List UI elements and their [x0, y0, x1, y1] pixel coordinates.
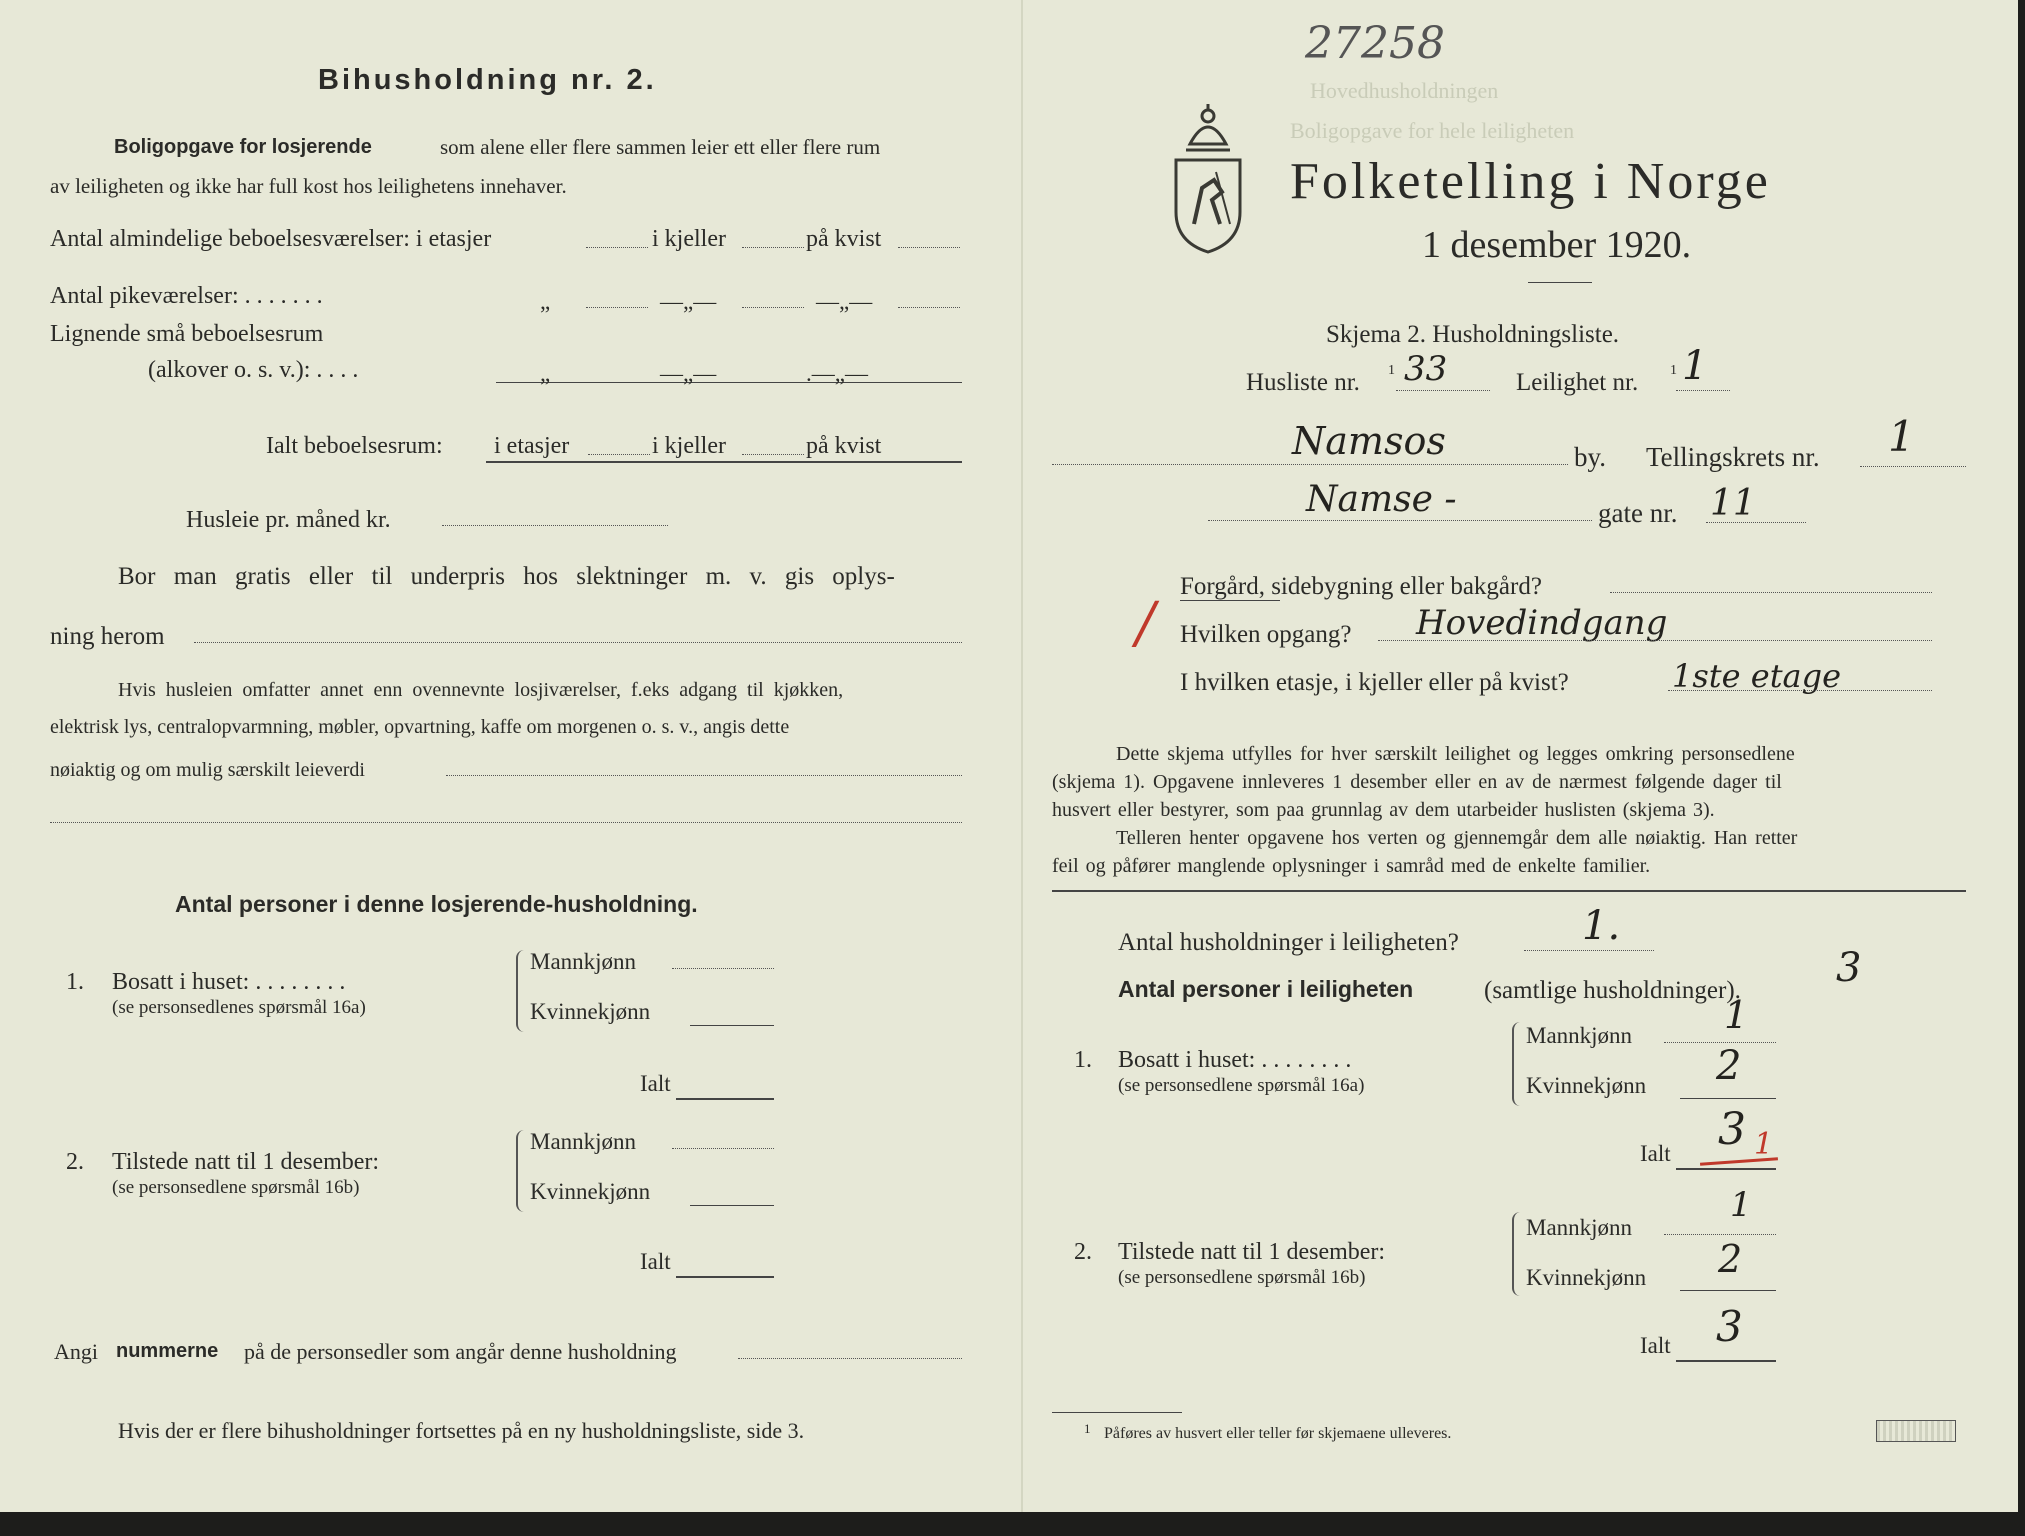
bosatt-kvinne-field: [690, 1025, 774, 1026]
bosatt-ialt-field: [1676, 1168, 1776, 1170]
census-date: 1 desember 1920.: [1422, 224, 1692, 266]
ialt-label: Ialt: [640, 1249, 671, 1274]
krets-value: 1: [1888, 412, 1915, 461]
instructions: Dette skjema utfylles for hver særskilt leilighet og legges omkring personsedlene: [1116, 743, 1795, 765]
footnote-rule: [1052, 1412, 1182, 1413]
footnote-text: Påføres av husvert eller teller før skjemaene ulleveres.: [1104, 1425, 1452, 1442]
bosatt-ialt-field: [676, 1098, 774, 1100]
instructions-line2: (skjema 1). Opgavene innleveres 1 desember eller en av de nærmest følgende dager til: [1052, 771, 1782, 793]
bosatt-brace: [1512, 1022, 1524, 1106]
angi-pre: Angi: [54, 1339, 98, 1364]
bosatt-ialt-value: 3: [1718, 1104, 1746, 1155]
opgang-value: Hovedindgang: [1416, 603, 1668, 643]
by-label: by.: [1574, 442, 1606, 472]
husleie-field: [442, 525, 668, 526]
forgaard-field: [1610, 592, 1932, 593]
forgaard-underline: [1180, 600, 1280, 601]
husliste-label: Husliste nr.: [1246, 369, 1360, 396]
ialt-etasjer-field: [588, 454, 650, 455]
kvist-label: på kvist: [806, 226, 882, 252]
ditto-mark: „: [540, 289, 551, 314]
leilighet-label: Leilighet nr.: [1516, 369, 1639, 396]
hvis-text-line2: elektrisk lys, centralopvarmning, møbler, opvartning, kaffe om morgenen o. s. v., angis dette: [50, 716, 790, 738]
census-title: Folketelling i Norge: [1290, 153, 1771, 210]
husliste-value: 33: [1404, 349, 1448, 389]
gratis-text: Bor man gratis eller til underpris hos slektninger m. v. gis oplys-: [118, 563, 895, 590]
check-mark: /: [1136, 591, 1155, 656]
left-title: Bihusholdning nr. 2.: [318, 64, 657, 96]
bosatt-mann-field: [672, 968, 774, 969]
tilstede-ialt-field: [676, 1276, 774, 1278]
ialt-label: Ialt: [1640, 1141, 1671, 1166]
by-value: Namsos: [1292, 419, 1446, 463]
printer-stamp: [1876, 1420, 1956, 1442]
mann-label: Mannkjønn: [1526, 1023, 1633, 1048]
ialt-label: Ialt: [1640, 1333, 1671, 1358]
page-fold: [1021, 0, 1023, 1512]
pike-kvist-field: [898, 307, 960, 308]
ialt-label: Ialt: [640, 1071, 671, 1096]
tilstede-label: Tilstede natt til 1 desember:: [1118, 1239, 1386, 1265]
pike-label: Antal pikeværelser: . . . . . . .: [50, 283, 323, 309]
angi-post: på de personsedler som angår denne husholdning: [244, 1339, 677, 1364]
pike-kjeller-field: [742, 307, 804, 308]
gate-value: Namse -: [1306, 479, 1457, 520]
kvinne-label: Kvinnekjønn: [530, 999, 651, 1024]
skjema-label: Skjema 2. Husholdningsliste.: [1326, 321, 1620, 348]
tilstede-brace: [516, 1130, 528, 1212]
instructions-line5: feil og påfører manglende oplysninger i samråd med de enkelte familier.: [1052, 855, 1651, 877]
etasjer-field: [586, 247, 648, 248]
personer-value: 3: [1836, 945, 1862, 991]
by-field: [1052, 464, 1568, 465]
ialt-rooms-label: Ialt beboelsesrum:: [266, 433, 443, 459]
kvinne-label: Kvinnekjønn: [530, 1179, 651, 1204]
krets-label: Tellingskrets nr.: [1646, 442, 1820, 472]
etasje-label: I hvilken etasje, i kjeller eller på kvist?: [1180, 669, 1569, 696]
bosatt-brace: [516, 950, 528, 1032]
bleed-through: Boligopgave for hele leiligheten: [1290, 118, 1575, 143]
intro-text: som alene eller flere sammen leier ett eller flere rum: [440, 135, 881, 159]
leieverdi-field: [446, 775, 962, 776]
instructions-line4: Telleren henter opgavene hos verten og gjennemgår dem alle nøiaktig. Han retter: [1116, 827, 1798, 849]
ialt-kjeller-label: i kjeller: [652, 433, 726, 459]
ialt-kjeller-field: [742, 454, 804, 455]
ditto-mark: .—„—: [806, 361, 868, 386]
husliste-field: [1396, 390, 1490, 391]
bosatt-ialt-struck-value: 1: [1754, 1127, 1774, 1162]
hvis-text: Hvis husleien omfatter annet enn ovennevnte losjiværelser, f.eks adgang til kjøkken,: [118, 679, 844, 701]
personer-label-rest: (samtlige husholdninger).: [1484, 977, 1741, 1004]
gratis-field: [194, 642, 962, 643]
kvist-field: [898, 247, 960, 248]
extra-field: [50, 822, 962, 823]
ialt-rooms-underline: [486, 461, 962, 463]
mann-label: Mannkjønn: [1526, 1215, 1633, 1240]
tilstede-num: 2.: [66, 1149, 84, 1175]
rooms-label: Antal almindelige beboelsesværelser: i etasjer: [50, 226, 492, 252]
tilstede-kvinne-field: [690, 1205, 774, 1206]
etasje-value: 1ste etage: [1672, 657, 1842, 695]
lignende-label-line2: (alkover o. s. v.): . . . .: [148, 357, 359, 383]
gate-nr-value: 11: [1710, 483, 1756, 524]
ditto-mark: —„—: [660, 361, 717, 386]
ditto-mark: —„—: [816, 289, 873, 314]
leilighet-field: [1676, 390, 1730, 391]
gate-label: gate nr.: [1598, 498, 1678, 528]
footnote-mark: 1: [1388, 363, 1395, 378]
bosatt-kvinne-value: 2: [1716, 1043, 1742, 1089]
hvis-text-line3: nøiaktig og om mulig særskilt leieverdi: [50, 759, 365, 781]
tilstede-kvinne-field: [1680, 1290, 1776, 1291]
tilstede-ref: (se personsedlene spørsmål 16b): [1118, 1267, 1366, 1288]
intro-bold: Boligopgave for losjerende: [114, 136, 372, 158]
lignende-label: Lignende små beboelsesrum: [50, 321, 324, 347]
angi-bold: nummerne: [116, 1340, 219, 1362]
footnote-mark: 1: [1670, 363, 1677, 378]
intro-text-line2: av leiligheten og ikke har full kost hos leilighetens innehaver.: [50, 174, 567, 198]
tilstede-mann-field: [672, 1148, 774, 1149]
tilstede-mann-field: [1664, 1234, 1776, 1235]
husleie-label: Husleie pr. måned kr.: [186, 507, 391, 533]
fortsettes-note: Hvis der er flere bihusholdninger fortsettes på en ny husholdningsliste, side 3.: [118, 1418, 805, 1443]
kjeller-field: [742, 247, 804, 248]
bosatt-mann-value: 1: [1724, 993, 1749, 1037]
bosatt-label: Bosatt i huset: . . . . . . . .: [1118, 1047, 1352, 1073]
section-rule: [1052, 890, 1966, 892]
personer-label: Antal personer i leiligheten: [1118, 976, 1414, 1002]
footnote-number: 1: [1084, 1421, 1091, 1436]
etasje-field: [1668, 690, 1932, 691]
gate-nr-field: [1706, 522, 1806, 523]
tilstede-num: 2.: [1074, 1239, 1092, 1265]
bosatt-kvinne-field: [1680, 1098, 1776, 1099]
bosatt-ref: (se personsedlenes spørsmål 16a): [112, 997, 366, 1018]
tilstede-kvinne-value: 2: [1718, 1237, 1743, 1281]
tilstede-brace: [1512, 1212, 1524, 1296]
bosatt-num: 1.: [1074, 1047, 1092, 1073]
ialt-kvist-label: på kvist: [806, 433, 882, 459]
ditto-mark: —„—: [660, 289, 717, 314]
tilstede-mann-value: 1: [1730, 1185, 1752, 1225]
bosatt-ref: (se personsedlene spørsmål 16a): [1118, 1075, 1365, 1096]
bleed-through: Hovedhusholdningen: [1310, 78, 1499, 103]
husholdninger-value: 1.: [1582, 903, 1621, 949]
leilighet-value: 1: [1682, 343, 1708, 389]
forgaard-label: Forgård, sidebygning eller bakgård?: [1180, 573, 1542, 600]
pike-etasjer-field: [586, 307, 648, 308]
tilstede-ialt-field: [1676, 1360, 1776, 1362]
archive-number: 27258: [1305, 18, 1445, 69]
krets-field: [1860, 466, 1966, 467]
lignende-underline: [496, 382, 962, 383]
nummerne-field: [738, 1358, 962, 1359]
instructions-line3: husvert eller bestyrer, som paa grunnlag av dem utarbeider huslisten (skjema 3).: [1052, 799, 1715, 821]
tilstede-ref: (se personsedlene spørsmål 16b): [112, 1177, 360, 1198]
bosatt-num: 1.: [66, 969, 84, 995]
kvinne-label: Kvinnekjønn: [1526, 1265, 1647, 1290]
husholdninger-label: Antal husholdninger i leiligheten?: [1118, 929, 1459, 956]
mann-label: Mannkjønn: [530, 949, 637, 974]
ditto-mark: „: [540, 361, 551, 386]
persons-heading: Antal personer i denne losjerende-husholdning.: [175, 891, 698, 917]
tilstede-ialt-value: 3: [1716, 1302, 1743, 1351]
bosatt-label: Bosatt i huset: . . . . . . . .: [112, 969, 346, 995]
kvinne-label: Kvinnekjønn: [1526, 1073, 1647, 1098]
title-rule: [1528, 282, 1592, 283]
ialt-etasjer-label: i etasjer: [494, 433, 570, 459]
tilstede-label: Tilstede natt til 1 desember:: [112, 1149, 380, 1175]
kjeller-label: i kjeller: [652, 226, 726, 252]
opgang-label: Hvilken opgang?: [1180, 621, 1352, 648]
husholdninger-field: [1524, 950, 1654, 951]
opgang-field: [1378, 640, 1932, 641]
mann-label: Mannkjønn: [530, 1129, 637, 1154]
norwegian-coat-of-arms-icon: [1168, 100, 1248, 256]
gratis-text-line2: ning herom: [50, 623, 165, 650]
gate-field: [1208, 520, 1592, 521]
